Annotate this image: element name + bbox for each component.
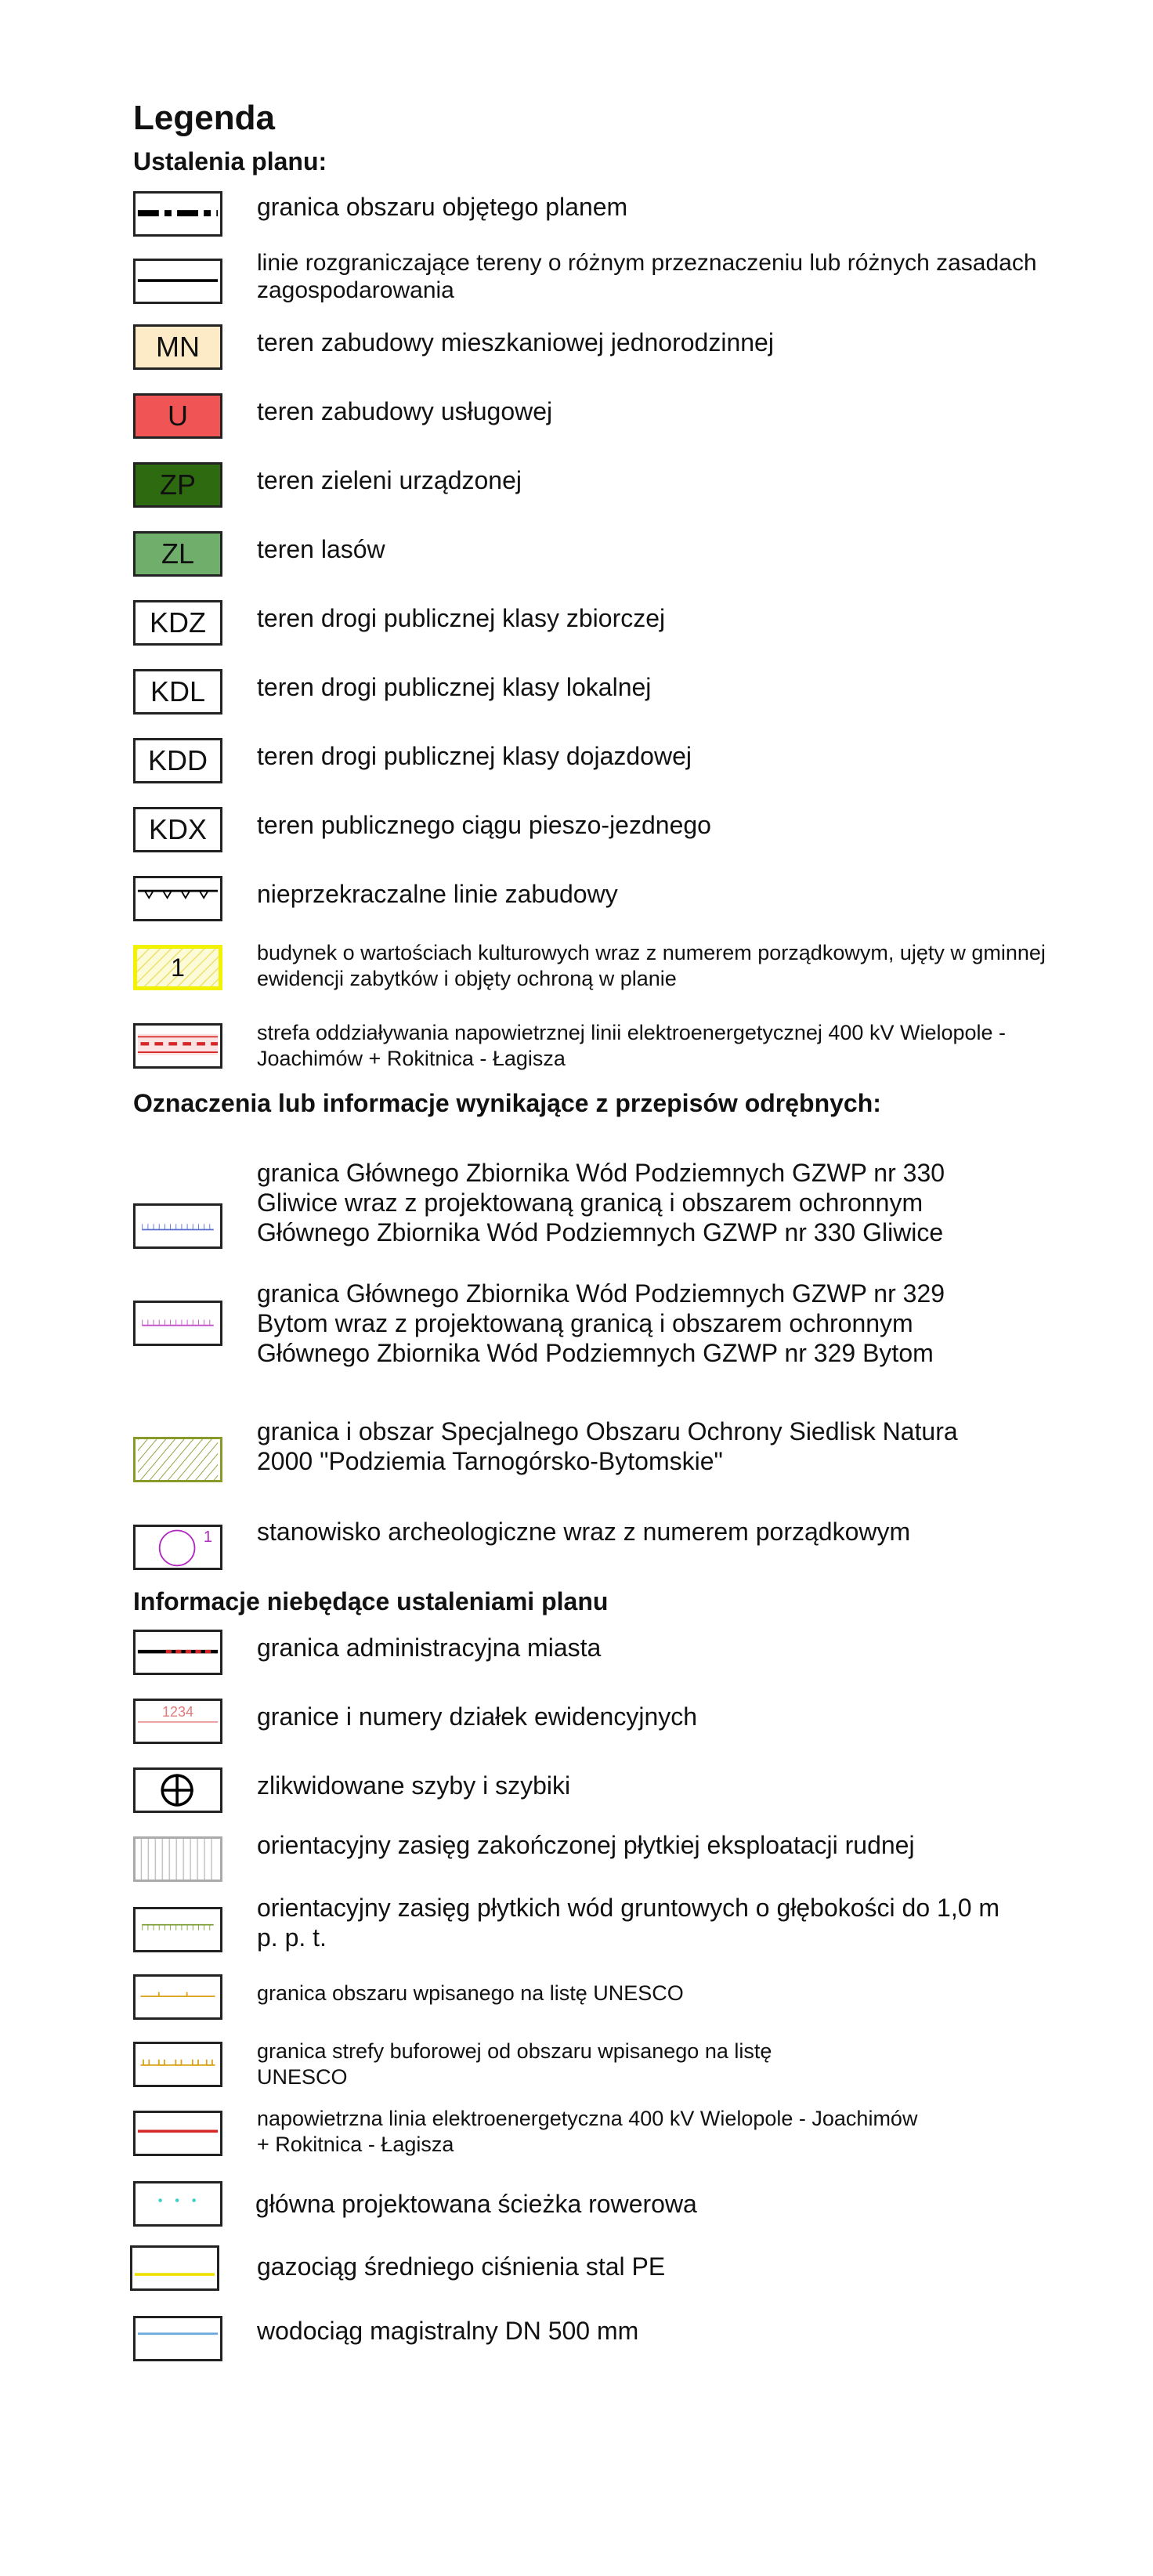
building-lines-label: nieprzekraczalne linie zabudowy bbox=[257, 880, 618, 908]
mining-label: orientacyjny zasięg zakończonej płytkiej eksploatacji rudnej bbox=[257, 1831, 915, 1859]
parcels-symbol bbox=[133, 1699, 222, 1744]
archeo-symbol bbox=[133, 1525, 222, 1570]
power-line-symbol bbox=[133, 2111, 222, 2156]
dividing-lines-symbol bbox=[133, 259, 222, 304]
legend-title: Legenda bbox=[133, 99, 275, 137]
gzwp330-symbol bbox=[133, 1203, 222, 1249]
archeo-label: stanowisko archeologiczne wraz z numerem porządkowym bbox=[257, 1518, 911, 1546]
admin-boundary-label: granica administracyjna miasta bbox=[257, 1634, 602, 1662]
kdz-label: teren drogi publicznej klasy zbiorczej bbox=[257, 604, 666, 632]
heritage-building-number: 1 bbox=[171, 953, 185, 982]
kdd-label: teren drogi publicznej klasy dojazdowej bbox=[257, 742, 692, 770]
kdl-label: teren drogi publicznej klasy lokalnej bbox=[257, 673, 652, 701]
kdz-code-box: KDZ bbox=[133, 600, 222, 646]
power-zone-label: strefa oddziaływania napowietrznej linii elektroenergetycznej 400 kV Wielopole - Joachimów + Rokitnica - Łagisza bbox=[257, 1021, 1007, 1070]
section-info-heading: Informacje niebędące ustaleniami planu bbox=[133, 1587, 609, 1615]
groundwater-symbol bbox=[133, 1907, 222, 1952]
kdx-code-box: KDX bbox=[133, 807, 222, 852]
zl-label: teren lasów bbox=[257, 535, 385, 563]
unesco-symbol bbox=[133, 1974, 222, 2020]
zp-label: teren zieleni urządzonej bbox=[257, 466, 522, 494]
building-lines-symbol bbox=[133, 876, 222, 921]
bike-path-label: główna projektowana ścieżka rowerowa bbox=[255, 2190, 697, 2218]
water-main-symbol bbox=[133, 2316, 222, 2361]
zp-code-box: ZP bbox=[133, 462, 222, 508]
gas-line-label: gazociąg średniego ciśnienia stal PE bbox=[257, 2252, 666, 2281]
natura-label: granica i obszar Specjalnego Obszaru Ochrony Siedlisk Natura 2000 "Podziemia Tarnogórsko-Bytomskie" bbox=[257, 1417, 958, 1475]
kdd-code-box: KDD bbox=[133, 738, 222, 783]
gzwp329-label: granica Głównego Zbiornika Wód Podziemnych GZWP nr 329 Bytom wraz z projektowaną granicą i obszarem ochronnym Głównego Zbiornika Wód Podziemnych GZWP nr 329 Bytom bbox=[257, 1279, 945, 1367]
water-main-label: wodociąg magistralny DN 500 mm bbox=[257, 2317, 639, 2345]
power-zone-symbol bbox=[133, 1023, 222, 1069]
unesco-buffer-symbol bbox=[133, 2042, 222, 2087]
section-other-heading: Oznaczenia lub informacje wynikające z przepisów odrębnych: bbox=[133, 1089, 881, 1117]
unesco-buffer-label: granica strefy buforowej od obszaru wpisanego na listę UNESCO bbox=[257, 2039, 772, 2089]
archeo-site-number: 1 bbox=[203, 1529, 212, 1546]
gzwp329-symbol bbox=[133, 1301, 222, 1346]
boundary-label: granica obszaru objętego planem bbox=[257, 193, 628, 221]
power-line-label: napowietrzna linia elektroenergetyczna 400 kV Wielopole - Joachimów + Rokitnica - Łagisza bbox=[257, 2107, 918, 2156]
heritage-building-label: budynek o wartościach kulturowych wraz z numerem porządkowym, ujęty w gminnej ewidencji zabytków i objęty ochroną w planie bbox=[257, 941, 1046, 990]
zl-code-box: ZL bbox=[133, 531, 222, 577]
parcel-number-sample: 1234 bbox=[161, 1704, 194, 1720]
mining-symbol bbox=[133, 1836, 222, 1882]
parcels-label: granice i numery działek ewidencyjnych bbox=[257, 1702, 698, 1731]
unesco-label: granica obszaru wpisanego na listę UNESCO bbox=[257, 1981, 684, 2005]
dividing-lines-label: linie rozgraniczające tereny o różnym przeznaczeniu lub różnych zasadach zagospodarowania bbox=[257, 250, 1037, 303]
heritage-building-symbol bbox=[133, 945, 222, 990]
natura-symbol bbox=[133, 1437, 222, 1482]
u-code-box: U bbox=[133, 393, 222, 439]
kdx-label: teren publicznego ciągu pieszo-jezdnego bbox=[257, 811, 711, 839]
gas-line-symbol bbox=[130, 2245, 219, 2291]
mn-label: teren zabudowy mieszkaniowej jednorodzinnej bbox=[257, 328, 774, 356]
admin-boundary-symbol bbox=[133, 1630, 222, 1675]
bike-path-symbol bbox=[133, 2181, 222, 2227]
section-plan-heading: Ustalenia planu: bbox=[133, 147, 327, 175]
u-label: teren zabudowy usługowej bbox=[257, 397, 553, 425]
kdl-code-box: KDL bbox=[133, 669, 222, 715]
shafts-symbol bbox=[133, 1767, 222, 1813]
boundary-line-symbol bbox=[133, 191, 222, 237]
mn-code-box: MN bbox=[133, 324, 222, 370]
shafts-label: zlikwidowane szyby i szybiki bbox=[257, 1771, 571, 1800]
gzwp330-label: granica Głównego Zbiornika Wód Podziemnych GZWP nr 330 Gliwice wraz z projektowaną granicą i obszarem ochronnym Głównego Zbiornika Wód Podziemnych GZWP nr 330 Gliwice bbox=[257, 1159, 945, 1246]
groundwater-label: orientacyjny zasięg płytkich wód gruntowych o głębokości do 1,0 m p. p. t. bbox=[257, 1894, 1000, 1952]
